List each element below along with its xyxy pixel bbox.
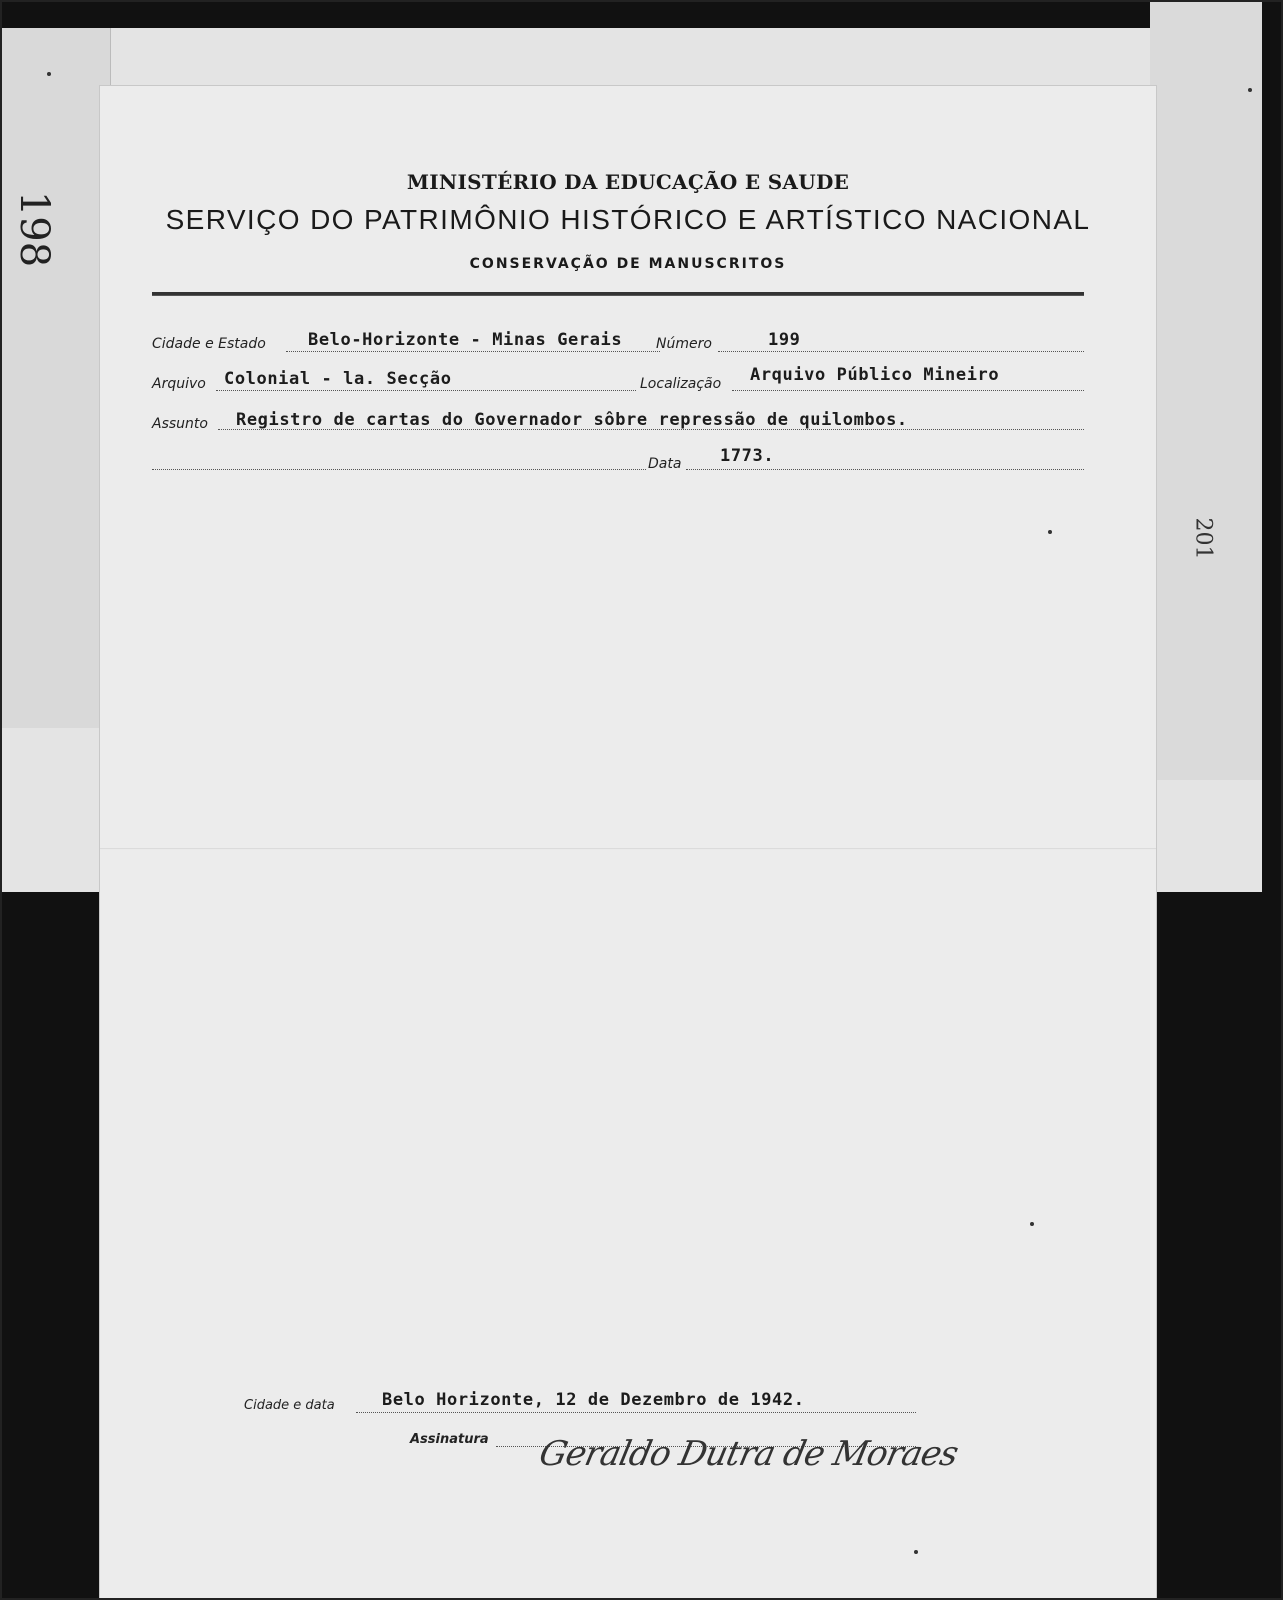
margin-number-left: 198	[11, 190, 58, 268]
service-heading: SERVIÇO DO PATRIMÔNIO HISTÓRICO E ARTÍSTICO NACIONAL	[165, 204, 1091, 235]
localizacao-line	[732, 390, 1084, 391]
data-line	[686, 469, 1084, 470]
arquivo-label: Arquivo	[152, 376, 206, 392]
assinatura-label: Assinatura	[410, 1432, 489, 1447]
cidade-estado-value: Belo-Horizonte - Minas Gerais	[308, 330, 623, 350]
localizacao-value: Arquivo Público Mineiro	[750, 365, 1000, 385]
header-rule	[152, 292, 1084, 296]
numero-value: 199	[768, 330, 801, 350]
localizacao-label: Localização	[640, 376, 722, 392]
cidade-data-line	[356, 1412, 916, 1413]
dust-speck	[1030, 1222, 1034, 1226]
dust-speck	[47, 72, 51, 76]
background-sheet-right	[1150, 0, 1262, 780]
dust-speck	[1048, 530, 1052, 534]
arquivo-value: Colonial - la. Secção	[224, 369, 452, 389]
cidade-data-label: Cidade e data	[244, 1398, 335, 1413]
background-sheet-left	[0, 28, 111, 728]
data-value: 1773.	[720, 446, 775, 466]
cidade-estado-label: Cidade e Estado	[152, 336, 266, 352]
handwritten-signature: Geraldo Dutra de Moraes	[535, 1434, 962, 1474]
margin-number-right: 201	[1190, 517, 1216, 560]
cidade-estado-line	[286, 351, 660, 352]
form-sheet	[100, 86, 1156, 1600]
ministry-heading: MINISTÉRIO DA EDUCAÇÃO E SAUDE	[406, 170, 850, 194]
arquivo-line	[216, 390, 636, 391]
data-label: Data	[648, 456, 682, 472]
cidade-data-value: Belo Horizonte, 12 de Dezembro de 1942.	[382, 1390, 805, 1410]
dust-speck	[1248, 88, 1252, 92]
blank-line	[152, 469, 646, 470]
fold-line	[100, 848, 1156, 850]
assunto-label: Assunto	[152, 416, 208, 432]
numero-label: Número	[656, 336, 712, 352]
assunto-value: Registro de cartas do Governador sôbre repressão de quilombos.	[236, 410, 908, 430]
numero-line	[718, 351, 1084, 352]
dust-speck	[914, 1550, 918, 1554]
section-heading: CONSERVAÇÃO DE MANUSCRITOS	[469, 256, 787, 272]
